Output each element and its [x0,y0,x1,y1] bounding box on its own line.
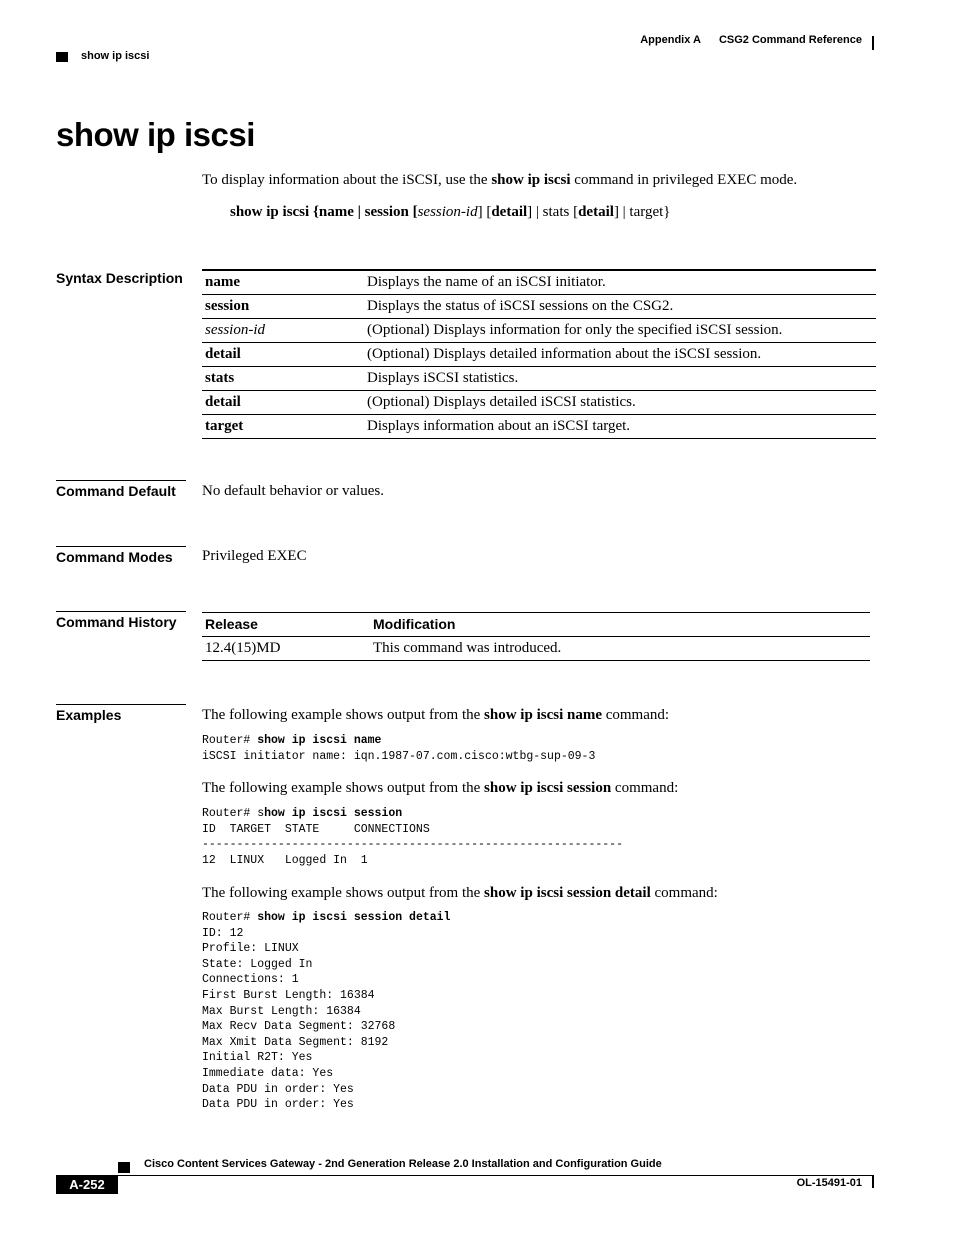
command-default-text: No default behavior or values. [202,483,385,499]
column-header: Release [202,613,370,637]
table-row [202,637,870,661]
history-table [202,612,870,661]
syntax-part: ] | stats [ [527,204,579,220]
code-line: iSCSI initiator name: iqn.1987-07.com.cisco:wtbg-sup-09-3 [202,749,596,763]
code-line: Max Burst Length: 16384 [202,1004,361,1018]
code-line: First Burst Length: 16384 [202,988,375,1002]
syntax-part: detail [578,204,614,220]
code-line: Connections: 1 [202,973,299,987]
table-row [202,319,876,343]
footer-rule [56,1175,874,1176]
example-text-end: command: [611,780,679,796]
code-line: Data PDU in order: Yes [202,1098,354,1112]
running-title: show ip iscsi [81,50,150,62]
intro-text-end: command in privileged EXEC mode. [570,172,798,188]
code-line: Profile: LINUX [202,942,299,956]
example-text: The following example shows output from the [202,885,485,901]
section-command-modes: Command Modes [56,546,186,565]
code-block-1 [202,733,595,764]
table-row [202,295,876,319]
doc-number: OL-15491-01 [796,1177,862,1189]
footer-book-title: Cisco Content Services Gateway - 2nd Generation Release 2.0 Installation and Configuration Guide [144,1158,662,1170]
example-text-end: command: [650,885,718,901]
code-command: show ip iscsi name [257,734,382,747]
term: detail [202,391,364,415]
example-text: The following example shows output from the [202,780,485,796]
table-row [202,391,876,415]
intro-command: show ip iscsi [491,172,571,188]
footer-marker [118,1162,130,1173]
code-line: Max Recv Data Segment: 32768 [202,1020,396,1034]
example-intro-2 [202,780,678,797]
syntax-part: ] | target} [613,204,671,220]
example-intro-1 [202,707,669,724]
term: name [202,270,364,295]
example-command: show ip iscsi session [484,780,612,796]
term: stats [202,367,364,391]
description: Displays iSCSI statistics. [364,367,876,391]
page-number: A-252 [56,1175,118,1194]
code-command: how ip iscsi session [264,807,403,820]
table-row [202,367,876,391]
example-command: show ip iscsi name [484,707,602,723]
column-header: Modification [370,613,870,637]
syntax-part: ] [ [477,204,492,220]
term: session-id [202,319,364,343]
code-block-2 [202,806,623,868]
description: (Optional) Displays information for only the specified iSCSI session. [364,319,876,343]
footer-bar [872,1176,874,1188]
example-text-end: command: [601,707,670,723]
description: Displays information about an iSCSI target. [364,415,876,439]
syntax-part: detail [491,204,528,220]
command-syntax [230,204,671,221]
header-marker [56,52,68,62]
syntax-arg: session-id [417,204,478,220]
code-line: ID: 12 [202,926,244,940]
command-modes-text: Privileged EXEC [202,548,307,564]
modification-cell: This command was introduced. [370,637,870,661]
code-line: Data PDU in order: Yes [202,1082,354,1096]
example-command: show ip iscsi session detail [484,885,651,901]
description: Displays the status of iSCSI sessions on the CSG2. [364,295,876,319]
term: session [202,295,364,319]
description: (Optional) Displays detailed iSCSI statistics. [364,391,876,415]
example-text: The following example shows output from the [202,707,485,723]
intro-text: To display information about the iSCSI, use the [202,172,492,188]
table-header-row [202,613,870,637]
code-line: Initial R2T: Yes [202,1051,313,1065]
syntax-part: show ip iscsi {name | session [ [230,204,418,220]
section-command-default: Command Default [56,480,186,499]
table-row [202,415,876,439]
code-line: Max Xmit Data Segment: 8192 [202,1035,389,1049]
term: detail [202,343,364,367]
code-prompt: Router# [202,734,258,747]
chapter-label: CSG2 Command Reference [718,34,862,46]
code-line: ------------------------------------------------------------- [202,838,623,852]
intro-paragraph [202,172,797,189]
table-row [202,270,876,295]
code-block-3 [202,910,450,1113]
code-line: Immediate data: Yes [202,1066,334,1080]
code-prompt: Router# s [202,807,265,820]
code-line: 12 LINUX Logged In 1 [202,853,368,867]
example-intro-3 [202,885,718,902]
appendix-label: Appendix A [640,34,701,46]
description: Displays the name of an iSCSI initiator. [364,270,876,295]
header-bar [872,36,874,50]
description: (Optional) Displays detailed information about the iSCSI session. [364,343,876,367]
section-examples: Examples [56,704,186,723]
code-command: show ip iscsi session detail [257,911,451,924]
code-line: State: Logged In [202,957,313,971]
running-header [640,34,862,46]
section-syntax-description: Syntax Description [56,270,183,286]
table-row [202,343,876,367]
syntax-table [202,269,876,439]
section-command-history: Command History [56,611,186,630]
term: target [202,415,364,439]
code-prompt: Router# [202,911,258,924]
code-line: ID TARGET STATE CONNECTIONS [202,822,430,836]
page-title: show ip iscsi [56,116,255,153]
release-cell: 12.4(15)MD [202,637,370,661]
